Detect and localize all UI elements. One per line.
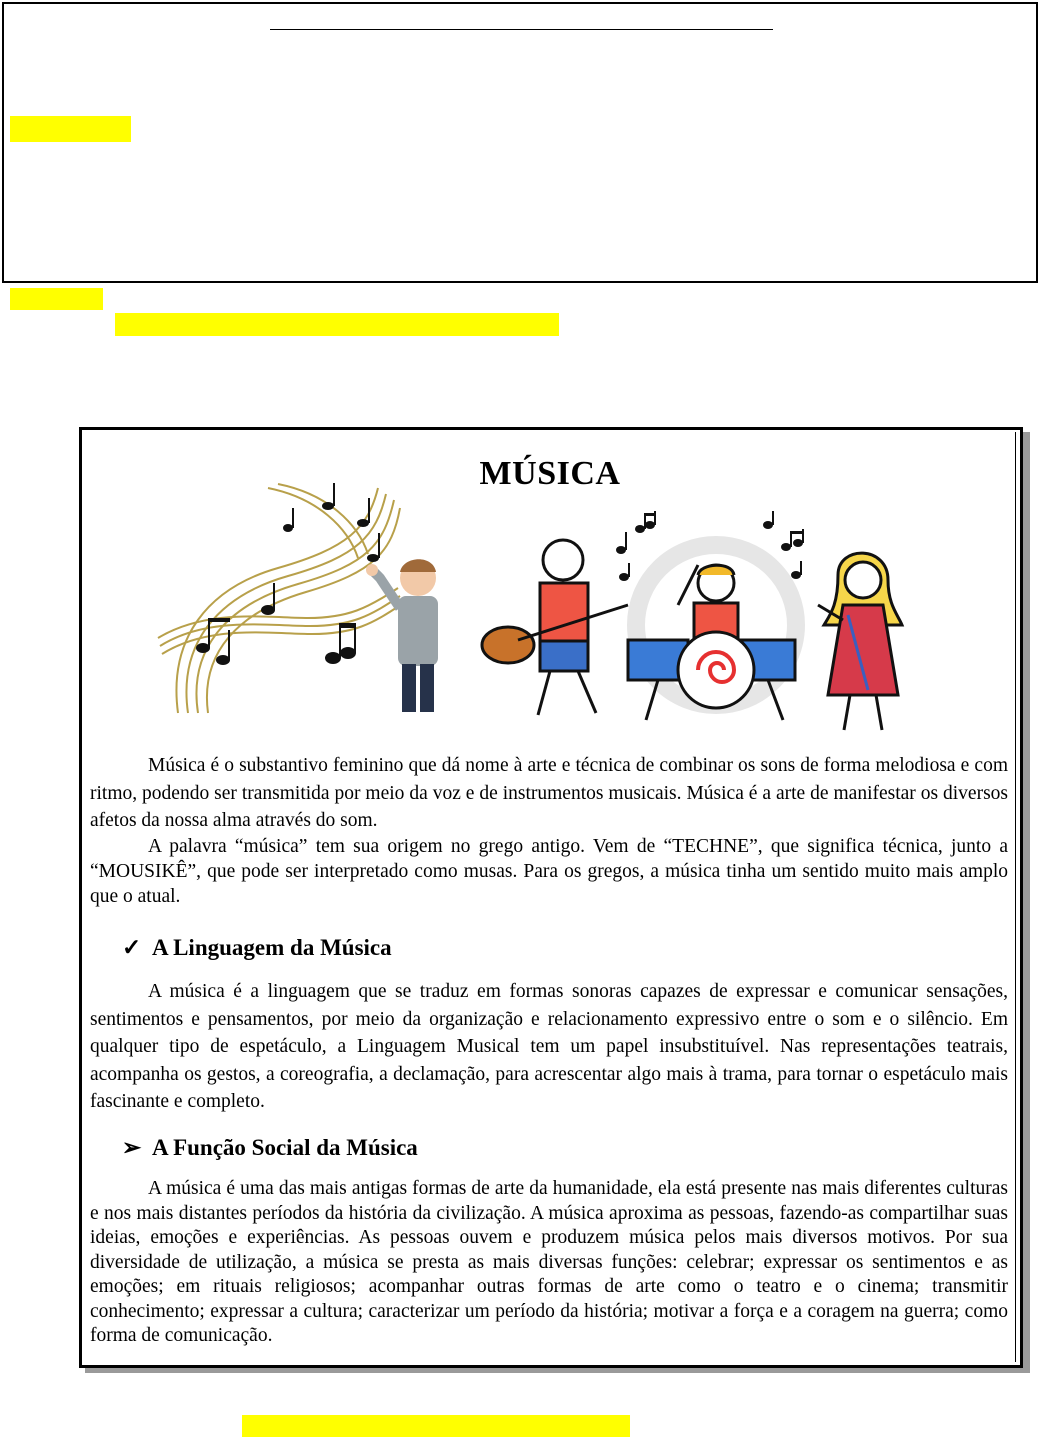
- card-inner-border: [1015, 432, 1016, 1362]
- section-heading-linguagem-text: A Linguagem da Música: [152, 935, 392, 960]
- section-heading-funcao-social-text: A Função Social da Música: [152, 1135, 418, 1160]
- checkmark-icon: ✓: [122, 935, 142, 960]
- funcao-social-paragraph: [90, 1177, 1008, 1349]
- intro-paragraph: [90, 752, 1008, 835]
- funcao-social-paragraph-text: A música é uma das mais antigas formas de arte da humanidade, ela está presente nas mais diferentes culturas e nos mais distantes períodos da história da civilização. A música aproxima as pessoas, fazendo-as compartilhar suas ideias, emoções e experiências. As pessoas ouvem e produzem música pelos mais diversos motivos. Por sua diversidade de utilização, a música se presta as mais diversas funções: celebrar; expressar os sentimentos e as emoções; em rituais religiosos; acompanhar outras formas de arte como o teatro e o cinema; transmitir conhecimento; expressar a cultura; caracterizar um período da história; motivar a força e a coragem na guerra; como forma de comunicação.: [90, 1178, 1008, 1346]
- section-heading-linguagem: [122, 933, 392, 963]
- intro-paragraph-text: Música é o substantivo feminino que dá nome à arte e técnica de combinar os sons de forma melodiosa e com ritmo, podendo ser transmitida por meio da voz e de instrumentos musicais. Música é a arte de manifestar os diversos afetos da nossa alma através do som.: [90, 755, 1008, 831]
- origin-paragraph: [90, 834, 1008, 909]
- redacted-highlight-4: [242, 1415, 630, 1437]
- child-conducting-illustration: [148, 468, 468, 718]
- section-heading-funcao-social: [122, 1133, 418, 1163]
- header-box: [2, 2, 1038, 283]
- card-title: MÚSICA: [479, 455, 621, 492]
- redacted-highlight-3: [115, 313, 559, 336]
- origin-paragraph-text: A palavra “música” tem sua origem no grego antigo. Vem de “TECHNE”, que significa técnica, junto a “MOUSIKÊ”, que pode ser interpretado como musas. Para os gregos, a música tinha um sentido muito mais amplo que o atual.: [90, 836, 1008, 907]
- redacted-highlight-1: [10, 116, 131, 142]
- kids-band-illustration: [478, 505, 938, 745]
- linguagem-paragraph: [90, 978, 1008, 1116]
- arrow-bullet-icon: ➢: [122, 1135, 142, 1160]
- linguagem-paragraph-text: A música é a linguagem que se traduz em formas sonoras capazes de expressar e comunicar sensações, sentimentos e pensamentos, por meio da organização e relacionamento expressivo entre o som e o silêncio. Em qualquer tipo de espetáculo, a Linguagem Musical tem um papel insubstituível. Nas representações teatrais, acompanha os gestos, a coreografia, a declamação, para acrescentar algo mais à trama, para tornar o espetáculo mais fascinante e completo.: [90, 981, 1008, 1112]
- header-title-line: [270, 29, 773, 30]
- redacted-highlight-2: [10, 288, 103, 310]
